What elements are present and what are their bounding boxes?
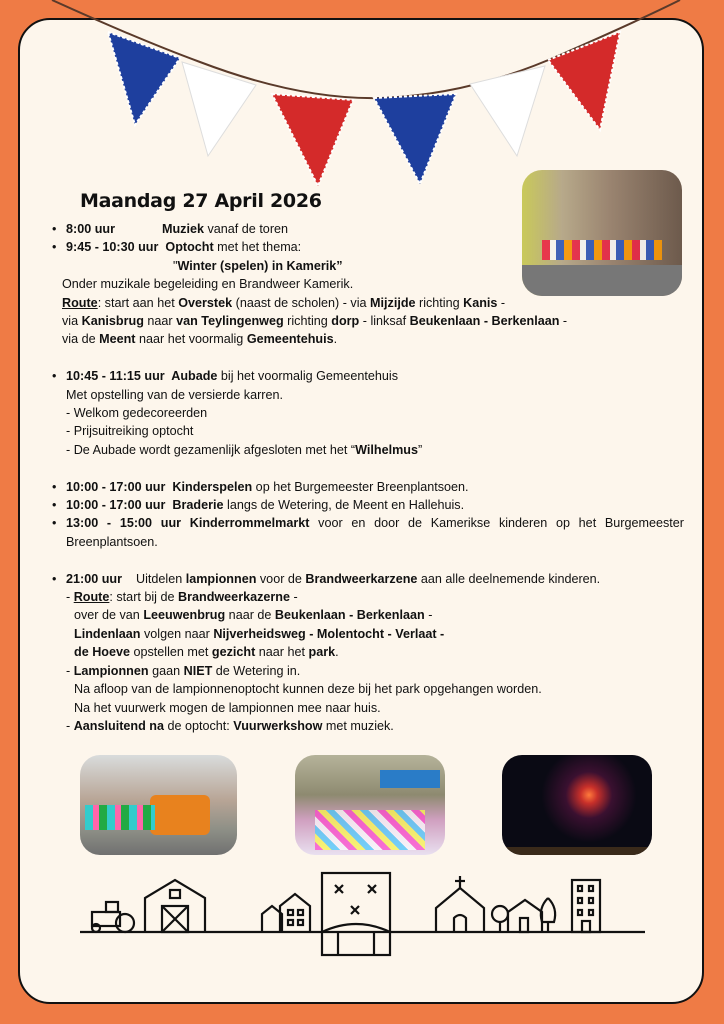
program-line <box>52 441 684 459</box>
text: Uitdelen <box>136 571 186 586</box>
program-line <box>52 294 684 312</box>
program-line <box>52 220 684 238</box>
bold-text: Brandweerkazerne <box>178 590 290 605</box>
bold-text: Mijzijde <box>370 295 416 310</box>
text: - <box>559 314 568 329</box>
text: " <box>173 258 178 273</box>
text: - <box>290 590 298 605</box>
text: bij het voormalig Gemeentehuis <box>217 369 399 384</box>
text: - De Aubade wordt gezamenlijk afgesloten met het “ <box>66 442 356 457</box>
text: vanaf de toren <box>204 222 289 236</box>
program-line <box>52 478 684 496</box>
program-line <box>52 717 684 735</box>
flag-blue <box>108 32 180 125</box>
text: . <box>335 645 339 660</box>
bold-text: Lampionnen <box>73 663 149 678</box>
text: via de <box>62 332 100 347</box>
bold-text: Braderie <box>172 498 224 513</box>
bold-text: Aansluitend na <box>73 718 164 733</box>
bold-text: Kanisbrug <box>81 314 144 329</box>
text: richting <box>415 295 464 310</box>
text: . <box>333 332 338 347</box>
text: naar de <box>225 608 275 623</box>
bold-text: van Teylingenweg <box>176 314 284 329</box>
text: - <box>66 590 74 605</box>
bold-text: 10:00 - 17:00 uur <box>66 498 173 513</box>
fireworks-photo <box>502 755 652 855</box>
text: voor de <box>256 571 306 586</box>
program-line <box>52 422 684 440</box>
text: met muziek. <box>322 718 394 733</box>
text: : start aan het <box>97 295 179 310</box>
text: richting <box>283 314 332 329</box>
text: - <box>424 608 433 623</box>
bold-text: Brandweerkarzene <box>305 571 418 586</box>
bold-text: Leeuwenbrug <box>143 608 226 623</box>
text: langs de Wetering, de Meent en Hallehuis. <box>223 498 465 513</box>
bold-text: Gemeentehuis <box>246 332 334 347</box>
program-line <box>52 330 684 348</box>
text: - Welkom gedecoreerden <box>66 406 208 421</box>
text: Onder muzikale begeleiding en Brandweer Kamerik. <box>62 277 354 292</box>
text: - <box>66 663 74 678</box>
program-line <box>52 680 684 698</box>
program-line <box>52 699 684 717</box>
text: via <box>62 314 82 329</box>
braderie-market-photo <box>295 755 445 855</box>
bold-text: 10:45 - 11:15 uur <box>66 369 172 384</box>
flag-red <box>548 32 620 130</box>
text: voor en door de Kamerikse kinderen op het Burgemeester Breenplantsoen. <box>66 516 685 549</box>
text: volgen naar <box>140 626 214 641</box>
flag-red <box>272 94 353 186</box>
text: de Wetering in. <box>212 663 301 678</box>
text: naar <box>143 314 177 329</box>
bold-text: 9:45 - 10:30 uur <box>66 240 166 255</box>
program-line <box>52 570 684 588</box>
bold-text: Meent <box>99 332 136 347</box>
text: - <box>66 718 74 733</box>
program-line <box>52 238 684 256</box>
text: op het Burgemeester Breenplantsoen. <box>252 479 469 494</box>
program-line <box>52 514 684 551</box>
program-line <box>52 275 684 293</box>
text: - Prijsuitreiking optocht <box>66 424 194 439</box>
program-line <box>52 588 684 606</box>
program-line <box>52 367 684 385</box>
houses-icon <box>262 894 310 932</box>
bold-text: Kinderspelen <box>172 479 253 494</box>
text: Na afloop van de lampionnenoptocht kunnen deze bij het park opgehangen worden. <box>74 682 542 697</box>
text: Na het vuurwerk mogen de lampionnen mee naar huis. <box>74 700 381 715</box>
barn-icon <box>145 880 205 932</box>
bold-text: Nijverheidsweg - Molentocht - Verlaat - <box>213 626 445 641</box>
blank-line <box>52 551 684 569</box>
bold-text: lampionnen <box>185 571 257 586</box>
text: - linksaf <box>359 314 410 329</box>
bold-text: NIET <box>183 663 213 678</box>
bold-text: Kanis <box>463 295 498 310</box>
program-line <box>52 312 684 330</box>
church-icon <box>436 876 484 932</box>
bold-text: dorp <box>331 314 360 329</box>
bold-text: Optocht <box>165 240 214 255</box>
bold-text: Route <box>73 590 110 605</box>
text: aan alle deelnemende kinderen. <box>417 571 601 586</box>
bold-text: de Hoeve <box>74 645 130 660</box>
text: met het thema: <box>213 240 302 255</box>
flag-blue <box>374 94 456 184</box>
bold-text: Kinderrommelmarkt <box>189 516 310 531</box>
bold-text: 10:00 - 17:00 uur <box>66 479 173 494</box>
bold-text: Winter (spelen) in Kamerik” <box>177 258 343 273</box>
bold-text: Overstek <box>178 295 233 310</box>
text: : start bij de <box>109 590 178 605</box>
bold-text: 8:00 uur <box>66 222 115 236</box>
bold-text: Beukenlaan - Berkenlaan <box>409 314 560 329</box>
bold-text: Route <box>62 295 98 310</box>
house-trees-icon <box>492 898 555 932</box>
village-skyline-illustration <box>70 868 660 960</box>
text: naar het <box>255 645 309 660</box>
blank-line <box>52 349 684 367</box>
bold-text: Aubade <box>171 369 218 384</box>
program-line <box>52 606 684 624</box>
text: - <box>497 295 506 310</box>
flag-white <box>470 66 545 156</box>
bold-text: Muziek <box>162 222 204 236</box>
program-line <box>52 257 684 275</box>
blank-line <box>52 459 684 477</box>
program-list <box>52 220 684 735</box>
program-line <box>52 625 684 643</box>
text: ” <box>418 442 423 457</box>
bold-text: 13:00 - 15:00 uur <box>66 516 190 531</box>
program-line <box>52 662 684 680</box>
program-line <box>52 386 684 404</box>
text: gaan <box>148 663 184 678</box>
tractor-icon <box>92 902 134 932</box>
parade-tractor-photo <box>80 755 237 855</box>
bold-text: Lindenlaan <box>74 626 141 641</box>
text: de optocht: <box>163 718 234 733</box>
program-line <box>52 496 684 514</box>
page-title: Maandag 27 April 2026 <box>80 190 322 212</box>
bold-text: park <box>308 645 336 660</box>
text: Met opstelling van de versierde karren. <box>66 387 284 402</box>
bold-text: Wilhelmus <box>355 442 418 457</box>
bold-text: gezicht <box>211 645 256 660</box>
text: (naast de scholen) - via <box>232 295 371 310</box>
apartment-building-icon <box>572 880 600 932</box>
tower-gate-icon <box>322 873 390 955</box>
text: naar het voormalig <box>135 332 247 347</box>
bold-text: Vuurwerkshow <box>233 718 323 733</box>
program-line <box>52 404 684 422</box>
bold-text: 21:00 uur <box>66 571 136 586</box>
flag-white <box>182 62 256 156</box>
text: over de van <box>74 608 144 623</box>
text: opstellen met <box>130 645 212 660</box>
bold-text: Beukenlaan - Berkenlaan <box>274 608 425 623</box>
program-line <box>52 643 684 661</box>
